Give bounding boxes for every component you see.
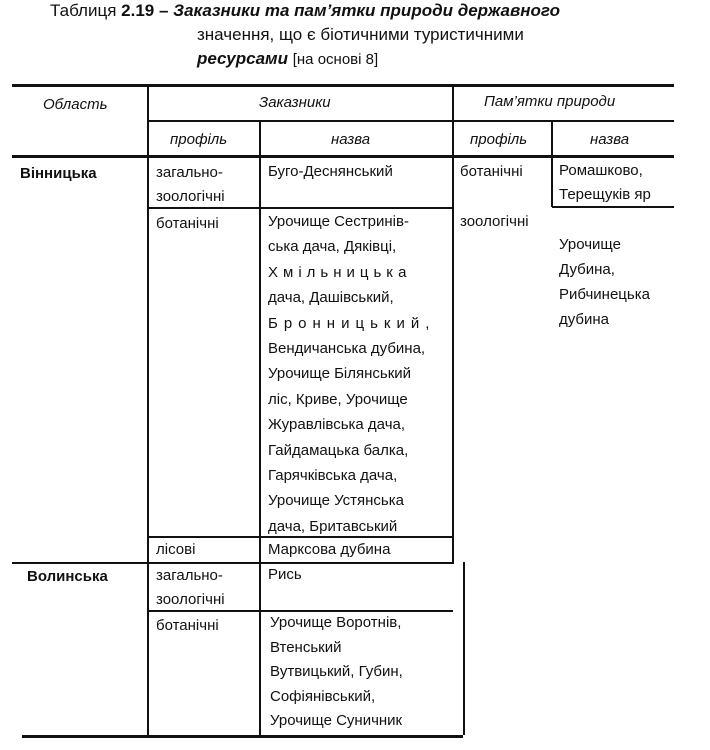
caption-number: 2.19 bbox=[121, 1, 155, 20]
caption-dash: – bbox=[158, 1, 169, 20]
vin-reserve-name-2-line: дача, Дашівський, bbox=[268, 289, 394, 307]
vin-reserve-name-2-line: Бронницький, bbox=[268, 314, 436, 332]
vin-reserve-name-1: Буго-Деснянський bbox=[268, 163, 393, 180]
vin-reserve-profile-2: ботанічні bbox=[156, 215, 219, 232]
caption-label: Таблиця bbox=[50, 1, 117, 20]
table-top-rule bbox=[12, 84, 674, 87]
vin-monument-name-2-line-4: дубина bbox=[559, 311, 610, 328]
vol-reserve-name-2-line-4: Софіянівський, bbox=[270, 687, 376, 705]
vol-reserve-name-1: Рись bbox=[268, 566, 302, 583]
vin-reserve-name-2-line: Урочище Устянська bbox=[268, 492, 404, 510]
caption-title-line-3: ресурсами bbox=[197, 49, 288, 68]
vin-reserve-name-2 bbox=[268, 209, 450, 539]
col-divider-vol-right bbox=[463, 562, 465, 735]
vin-reserve-profile-3: лісові bbox=[156, 541, 196, 558]
caption-source: [на основі 8] bbox=[292, 51, 379, 68]
caption-line-3 bbox=[197, 48, 378, 71]
vin-monument-name-2-line-1: Урочище bbox=[559, 236, 621, 253]
vol-reserve-name-2 bbox=[270, 611, 403, 734]
header-reserves: Заказники bbox=[259, 94, 331, 111]
vin-monument-profile-1: ботанічні bbox=[460, 163, 523, 180]
col-divider-region bbox=[147, 85, 149, 735]
col-divider-monument-profile bbox=[551, 121, 553, 207]
vin-monument-name-2 bbox=[559, 232, 650, 332]
vol-reserve-profile-1-line-1: загально- bbox=[156, 567, 223, 584]
vin-reserve-name-2-line: Урочище Білянський bbox=[268, 365, 412, 383]
vol-reserve-name-2-line-3: Вутвицький, Губин, bbox=[270, 663, 403, 680]
table-caption bbox=[50, 0, 690, 22]
header-reserve-profile: профіль bbox=[170, 131, 228, 148]
col-divider-reserve-profile bbox=[259, 121, 261, 735]
vol-reserve-profile-1-line-2: зоологічні bbox=[156, 591, 225, 608]
vol-reserve-name-2-line-5: Урочище Суничник bbox=[270, 712, 403, 729]
region-vinnytska: Вінницька bbox=[20, 165, 97, 182]
vin-reserve-name-2-line: Гайдамацька балка, bbox=[268, 441, 409, 459]
vin-reserve-name-2-line: Урочище Сестринів- bbox=[268, 213, 409, 230]
vin-monument-name-1-line-2: Терещуків яр bbox=[559, 186, 651, 203]
vin-monument-name-2-line-2: Дубина, bbox=[559, 261, 615, 278]
vol-reserve-profile-2: ботанічні bbox=[156, 617, 219, 634]
vin-monument-name-2-line-3: Рибчинецька bbox=[559, 286, 650, 303]
vin-reserve-profile-1-line-1: загально- bbox=[156, 164, 223, 181]
vin-reserve-name-2-line: Вендичанська дубина, bbox=[268, 340, 426, 358]
vin-reserve-name-3: Марксова дубина bbox=[268, 541, 391, 558]
vol-reserve-profile-1 bbox=[156, 564, 225, 612]
vin-reserve-name-2-line: Гарячківська дача, bbox=[268, 467, 398, 485]
vin-reserve-name-2-line: Хмільницька bbox=[268, 263, 412, 281]
col-divider-reserves-monuments bbox=[452, 85, 454, 564]
header-bottom-rule bbox=[12, 155, 674, 158]
header-monument-profile: профіль bbox=[470, 131, 528, 148]
header-monument-name: назва bbox=[590, 131, 630, 148]
vin-reserve-name-2-line: ліс, Криве, Урочище bbox=[268, 390, 408, 408]
vin-monument-name-1-line-1: Ромашково, bbox=[559, 162, 643, 179]
caption-title-line-1: Заказники та пам’ятки природи державного bbox=[173, 1, 560, 20]
header-group-rule bbox=[148, 120, 674, 122]
region-volynska: Волинська bbox=[27, 568, 108, 585]
vin-monument-profile-2: зоологічні bbox=[460, 213, 529, 230]
caption-title-line-2: значення, що є біотичними туристичними bbox=[197, 25, 524, 44]
header-monuments: Пам’ятки природи bbox=[484, 93, 616, 110]
header-reserve-name: назва bbox=[331, 131, 371, 148]
table-bottom-rule bbox=[22, 735, 463, 738]
vin-reserve-name-2-line: дача, Бритавський bbox=[268, 517, 398, 535]
vin-reserve-profile-1 bbox=[156, 161, 225, 209]
vin-reserve-name-2-line: Журавлівська дача, bbox=[268, 416, 406, 434]
header-region: Область bbox=[43, 96, 108, 113]
vin-monument-name-1 bbox=[559, 159, 651, 207]
vin-reserve-name-2-line: ська дача, Дяківці, bbox=[268, 238, 397, 256]
vol-reserve-name-2-line-1: Урочище Воротнів, bbox=[270, 614, 402, 631]
vin-reserve-profile-1-line-2: зоологічні bbox=[156, 188, 225, 205]
vol-reserve-name-2-line-2: Втенський bbox=[270, 638, 342, 656]
